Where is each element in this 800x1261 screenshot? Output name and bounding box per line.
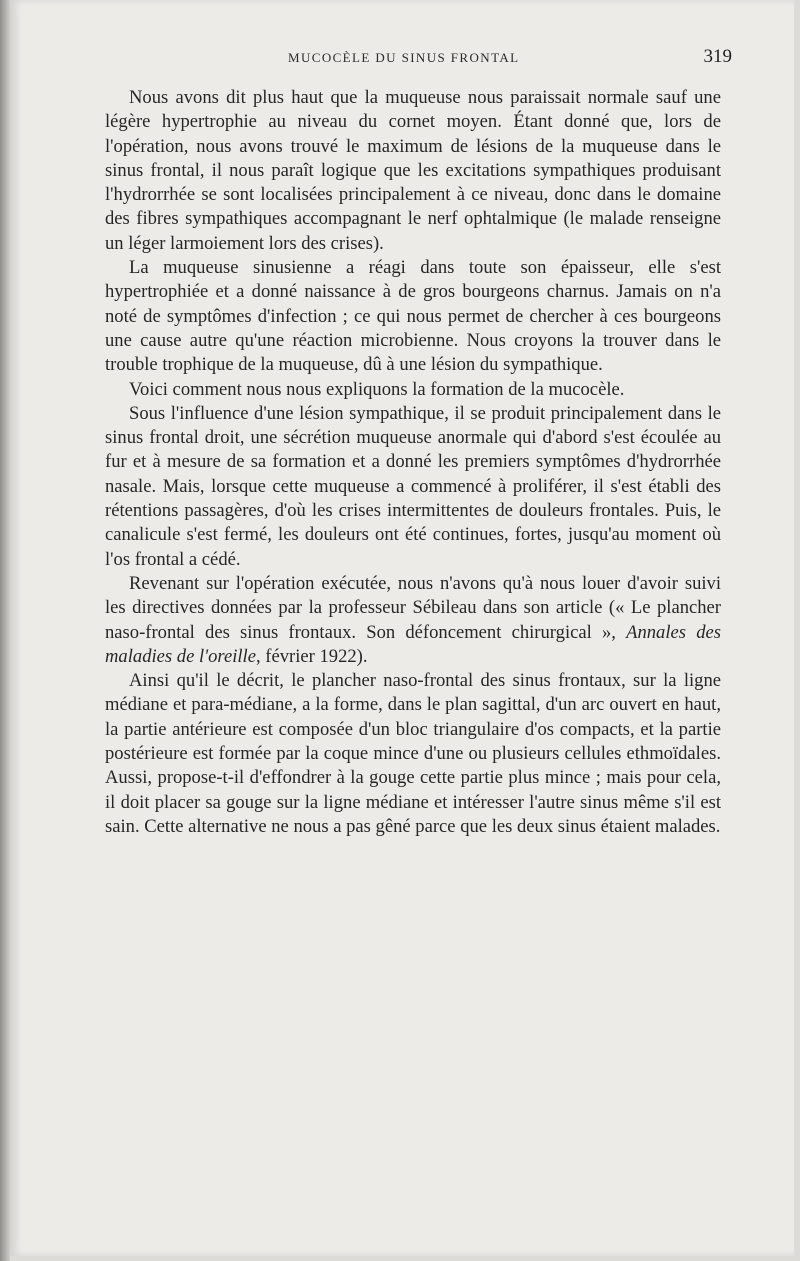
journal-title: Annales des maladies de l'oreille <box>105 621 721 667</box>
paragraph-3: Voici comment nous nous expliquons la formation de la mucocèle. <box>129 378 625 400</box>
paragraph-5 <box>105 572 721 669</box>
paragraph-1: Nous avons dit plus haut que la muqueuse nous paraissait normale sauf une légère hypertrophie au niveau du cornet moyen. Étant donné que, lors de l'opération, nous avons trouvé le maximum de lésions de la muqueuse dans le sinus frontal, il nous paraît logique que les excitations sympathiques produisant l'hydrorrhée se sont localisées principalement à ce niveau, donc dans le domaine des fibres sympathiques accompagnant le nerf ophtalmique (le malade renseigne un léger larmoiement lors des crises). <box>105 87 721 254</box>
body-text <box>105 86 721 839</box>
paragraph-5-citation-date: , février 1922). <box>255 645 368 667</box>
paragraph-4: Sous l'influence d'une lésion sympathique, il se produit principalement dans le sinus frontal droit, une sécrétion muqueuse anormale qui d'abord s'est écoulée au fur et à mesure de sa formation et a donné les premiers symptômes d'hydrorrhée nasale. Mais, lorsque cette muqueuse a commencé à proliférer, il s'est établi des rétentions passagères, d'où les crises intermittentes de douleurs frontales. Puis, le canalicule s'est fermé, les douleurs ont été continues, fortes, jusqu'au moment où l'os frontal a cédé. <box>105 402 721 570</box>
page-number: 319 <box>703 46 732 67</box>
paragraph-2: La muqueuse sinusienne a réagi dans toute son épaisseur, elle s'est hypertrophiée et a donné naissance à de gros bourgeons charnus. Jamais on n'a noté de symptômes d'infection ; ce qui nous permet de chercher à ces bourgeons une cause autre qu'une réaction microbienne. Nous croyons la trouver dans le trouble trophique de la muqueuse, dû à une lésion du sympathique. <box>105 257 721 376</box>
page-binding-edge <box>0 0 10 1261</box>
paragraph-6: Ainsi qu'il le décrit, le plancher naso-frontal des sinus frontaux, sur la ligne médiane et para-médiane, a la forme, dans le plan sagittal, d'un arc ouvert en haut, la partie antérieure est composée d'un bloc triangulaire d'os compacts, et la partie postérieure est formée par la coque mince d'une ou plusieurs cellules ethmoïdales. Aussi, propose-t-il d'effondrer à la gouge cette partie plus mince ; mais pour cela, il doit placer sa gouge sur la ligne médiane et intéresser l'autre sinus même s'il est sain. Cette alternative ne nous a pas gêné parce que les deux sinus étaient malades. <box>105 670 721 837</box>
running-title: MUCOCÈLE DU SINUS FRONTAL <box>288 50 520 65</box>
book-page <box>10 0 794 1256</box>
paragraph-5-text: Revenant sur l'opération exécutée, nous n'avons qu'à nous louer d'avoir suivi les directives données par la professeur Sébileau dans son article (« Le plancher naso-frontal des sinus frontaux. Son défoncement chirurgical », <box>105 572 721 643</box>
page-header <box>10 46 794 70</box>
